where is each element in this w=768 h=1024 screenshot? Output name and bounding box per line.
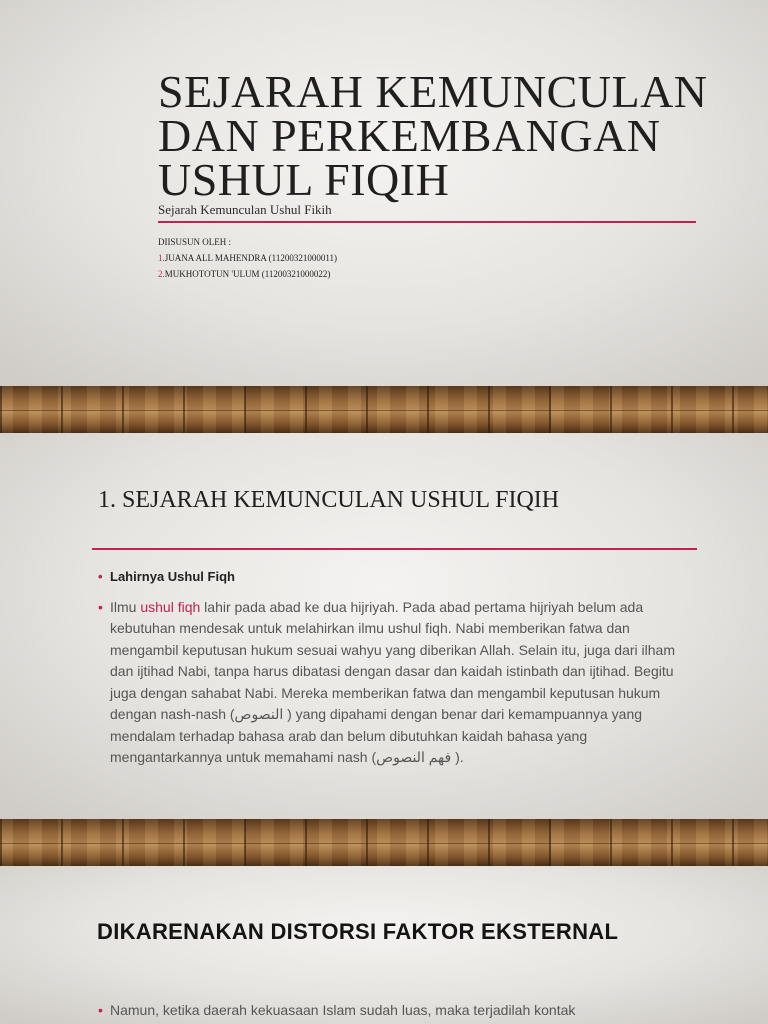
title-line: USHUL FIQIH — [158, 154, 450, 205]
bullet-item — [98, 1000, 698, 1022]
wood-floor-strip — [0, 819, 768, 866]
author-number: 1. — [158, 253, 165, 263]
bullet-heading: Lahirnya Ushul Fiqh — [110, 569, 235, 584]
bullet-icon: • — [98, 598, 103, 615]
title-line: DAN PERKEMBANGAN — [158, 110, 661, 161]
bullet-list — [98, 1000, 698, 1022]
bullet-icon: • — [98, 1002, 103, 1018]
author-name: JUANA ALL MAHENDRA (11200321000011) — [164, 253, 337, 263]
author-number: 2. — [158, 269, 165, 279]
slide-heading: 1. SEJARAH KEMUNCULAN USHUL FIQIH — [98, 487, 560, 513]
divider — [158, 221, 696, 223]
slide-heading: DIKARENAKAN DISTORSI FAKTOR EKSTERNAL — [97, 919, 619, 944]
compiled-by-label: DIISUSUN OLEH : — [158, 237, 231, 247]
author-name: MUKHOTOTUN 'ULUM (11200321000022) — [164, 269, 331, 279]
author-list — [158, 234, 337, 282]
slide-title — [158, 66, 718, 205]
author-item — [158, 266, 337, 282]
title-slide — [0, 0, 768, 386]
bullet-icon: • — [98, 569, 103, 584]
divider — [92, 548, 697, 550]
author-item — [158, 250, 337, 266]
title-line: SEJARAH KEMUNCULAN — [158, 66, 708, 117]
highlighted-term: ushul fiqh — [140, 598, 201, 615]
slide-subtitle: Sejarah Kemunculan Ushul Fikih — [158, 202, 332, 217]
bullet-item — [98, 597, 698, 769]
content-slide — [0, 433, 768, 819]
bullet-item — [98, 566, 698, 588]
content-slide — [0, 866, 768, 1024]
wood-floor-strip — [0, 386, 768, 433]
bullet-list — [98, 566, 698, 769]
paragraph-prefix: Ilmu — [110, 598, 141, 615]
paragraph-text: Namun, ketika daerah kekuasaan Islam sudah luas, maka terjadilah kontak — [110, 1002, 576, 1018]
paragraph-text: lahir pada abad ke dua hijriyah. Pada abad pertama hijriyah belum ada kebutuhan mendesak untuk melahirkan ilmu ushul fiqh. Nabi memberikan fatwa dan mengambil keputusan hukum sesuai wahyu yang diberikan Allah. Selain itu, juga dari ilham dan ijtihad Nabi, tanpa harus dibatasi dengan dasar dan kaidah istinbath dan ijtihad. Begitu juga dengan sahabat Nabi. Mereka memberikan fatwa dan mengambil keputusan hukum dengan nash-nash (النصوص ) yang dipahami dengan benar dari kemampuannya yang mendalam terhadap bahasa arab dan belum dibutuhkan kaidah bahasa yang mengantarkannya untuk memahami nash (فهم النصوص ). — [110, 598, 675, 765]
